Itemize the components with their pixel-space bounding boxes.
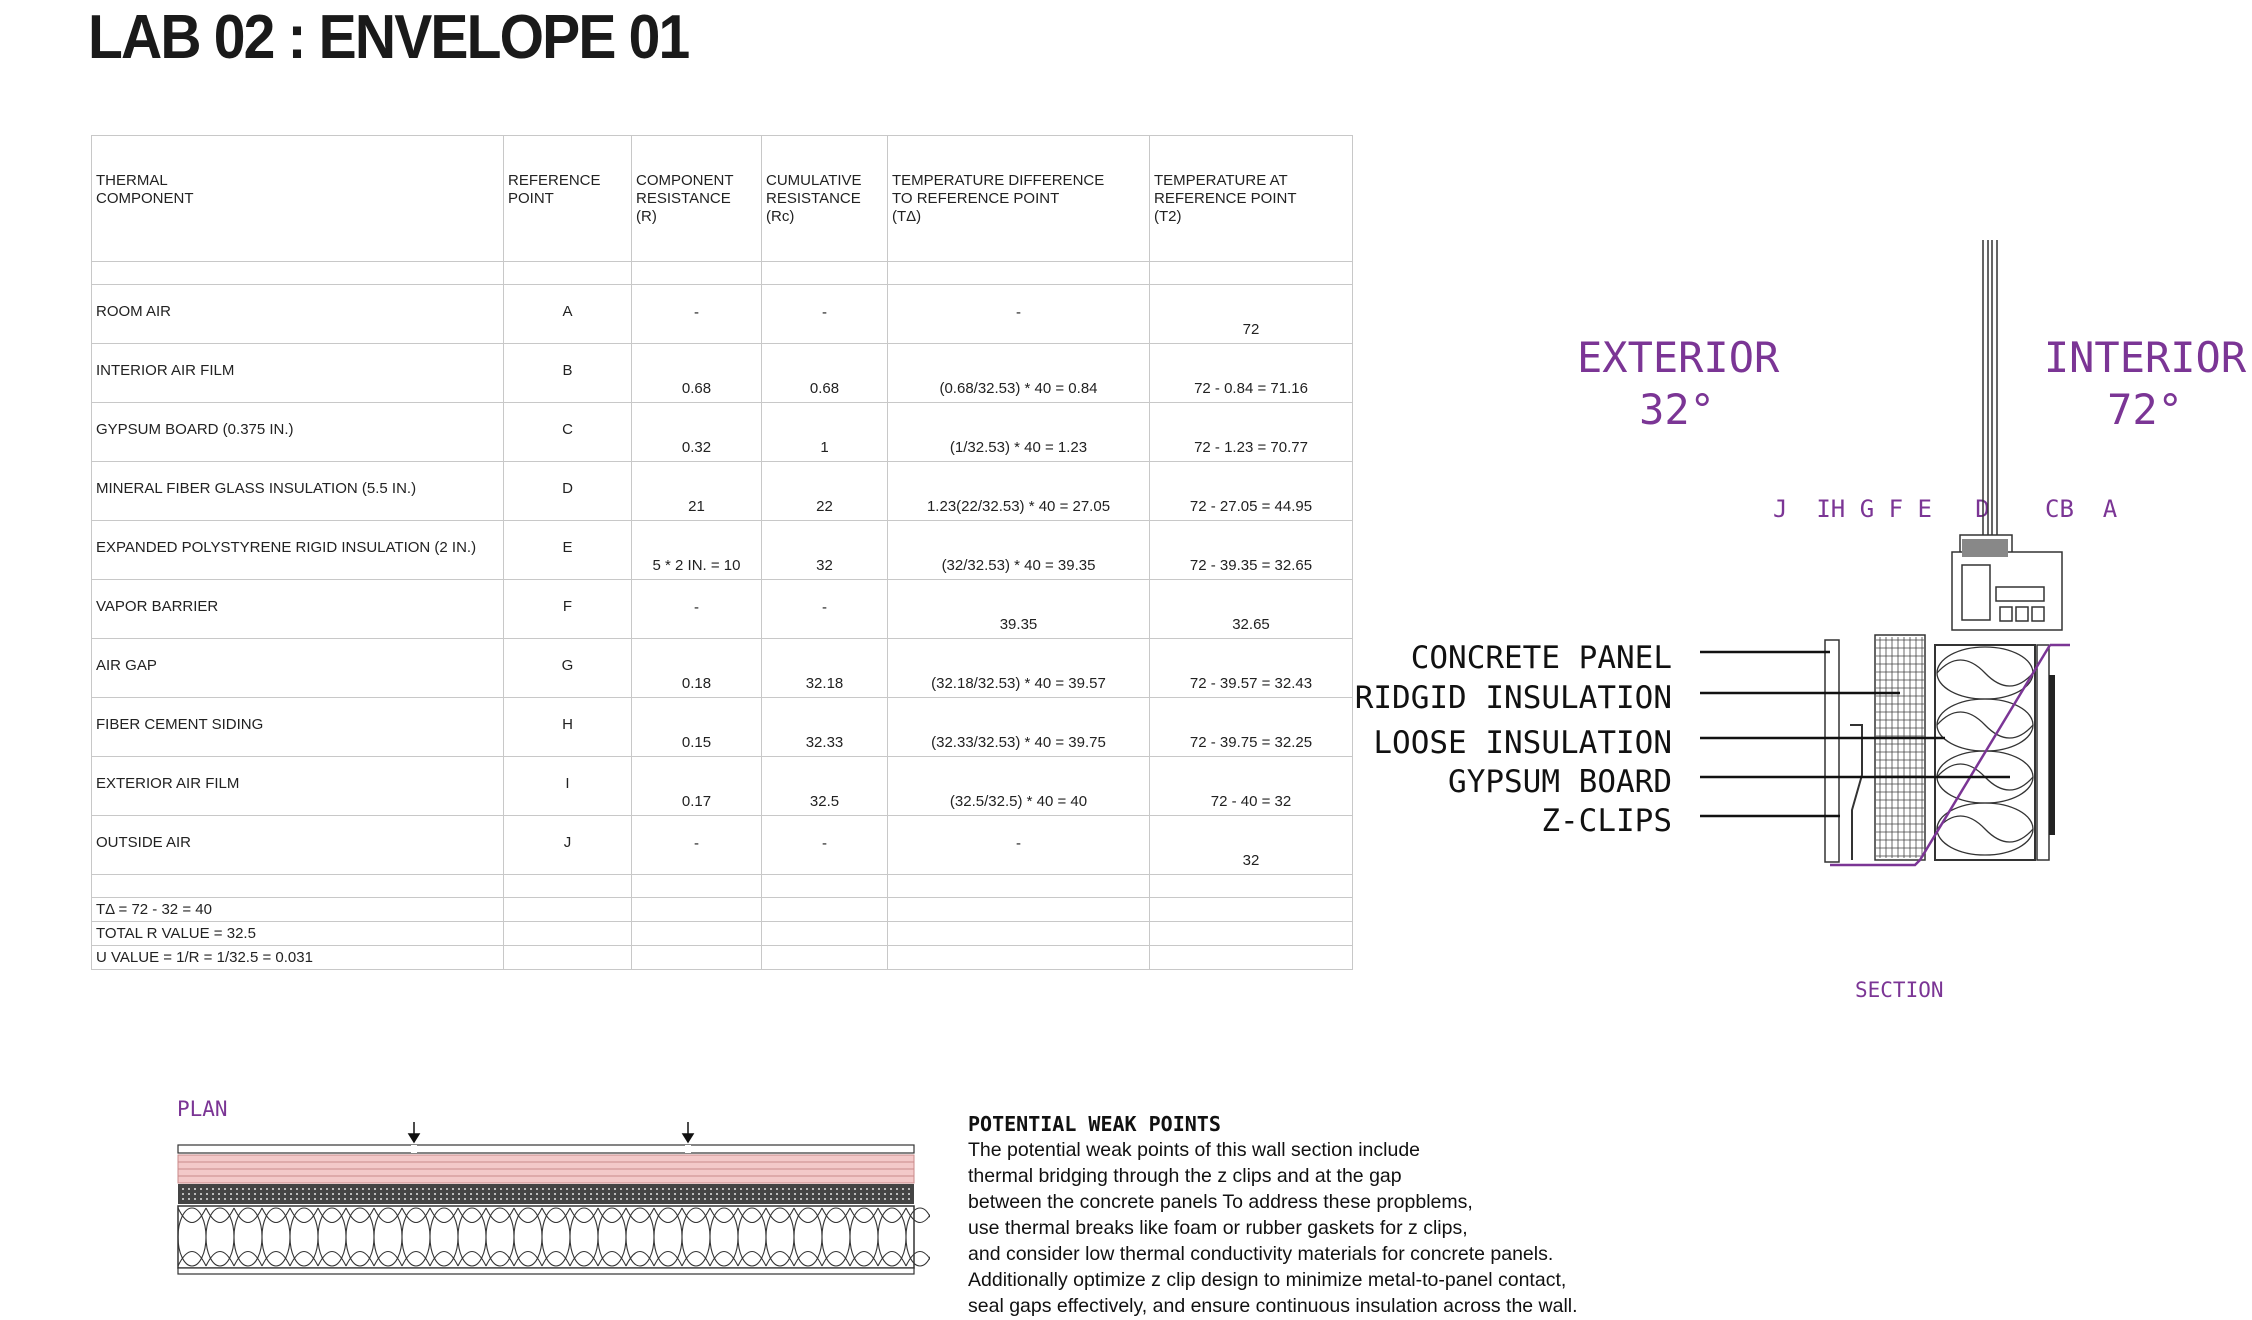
- cell-temp-diff: 1.23(22/32.53) * 40 = 27.05: [926, 498, 1111, 515]
- cell-component: AIR GAP: [96, 657, 157, 674]
- cell-resistance-cell: [632, 639, 762, 698]
- cell-temp: 72 - 39.57 = 32.43: [1189, 675, 1313, 692]
- callout-concrete-panel: CONCRETE PANEL: [1410, 640, 1672, 676]
- cell-reference: H: [562, 716, 573, 733]
- cell-component: MINERAL FIBER GLASS INSULATION (5.5 IN.): [96, 480, 417, 497]
- table-spacer-row: [92, 875, 1353, 898]
- header-cumulative-resistance: CUMULATIVE RESISTANCE (Rc): [762, 136, 888, 262]
- table-spacer-row: [92, 262, 1353, 285]
- cell-cumulative-cell: [762, 757, 888, 816]
- cell-reference: C: [562, 421, 573, 438]
- cell-resistance-cell: [632, 285, 762, 344]
- cell-cumulative: -: [822, 835, 827, 852]
- weak-points-line: between the concrete panels To address these propblems,: [968, 1191, 1473, 1213]
- cell-cumulative-cell: [762, 521, 888, 580]
- cell-resistance-cell: [632, 403, 762, 462]
- cell-cumulative: 32.5: [809, 793, 840, 810]
- table-row: [92, 816, 1353, 875]
- weak-points-line: and consider low thermal conductivity materials for concrete panels.: [968, 1243, 1554, 1265]
- callout-loose-insulation: LOOSE INSULATION: [1373, 725, 1672, 761]
- summary-row: [92, 922, 1353, 946]
- cell-temp-cell: [1150, 639, 1353, 698]
- cell-cumulative: 32.33: [805, 734, 844, 751]
- table-row: [92, 639, 1353, 698]
- cell-cumulative-cell: [762, 580, 888, 639]
- cell-cumulative-cell: [762, 403, 888, 462]
- thermal-table: [91, 135, 1353, 970]
- cell-reference: I: [565, 775, 570, 792]
- reference-points-left: J IH G F E D: [1773, 495, 1990, 523]
- cell-resistance: -: [694, 304, 699, 321]
- cell-cumulative: 1: [820, 439, 829, 456]
- table-row: [92, 580, 1353, 639]
- cell-temp-diff-cell: [888, 757, 1150, 816]
- cell-component-cell: [92, 757, 504, 816]
- cell-component: EXPANDED POLYSTYRENE RIGID INSULATION (2 IN.): [96, 539, 477, 556]
- cell-cumulative-cell: [762, 698, 888, 757]
- cell-reference: A: [562, 303, 573, 320]
- cell-temp-diff: (1/32.53) * 40 = 1.23: [949, 439, 1088, 456]
- weak-points-line: Additionally optimize z clip design to minimize metal-to-panel contact,: [968, 1269, 1567, 1291]
- callout-leaders: [1690, 620, 2010, 840]
- cell-reference: F: [562, 598, 573, 615]
- cell-resistance-cell: [632, 698, 762, 757]
- cell-component: VAPOR BARRIER: [96, 598, 219, 615]
- cell-component-cell: [92, 698, 504, 757]
- cell-temp-diff-cell: [888, 462, 1150, 521]
- cell-temp: 72: [1242, 321, 1260, 338]
- cell-cumulative-cell: [762, 285, 888, 344]
- weak-points-line: The potential weak points of this wall section include: [968, 1139, 1421, 1161]
- cell-cumulative: -: [822, 304, 827, 321]
- cell-reference-cell: [504, 757, 632, 816]
- cell-temp: 72 - 39.75 = 32.25: [1189, 734, 1313, 751]
- cell-temp-diff: 39.35: [999, 616, 1038, 633]
- callout-rigid-insulation: RIDGID INSULATION: [1354, 680, 1672, 716]
- cell-temp-cell: [1150, 698, 1353, 757]
- cell-reference: J: [563, 834, 572, 851]
- cell-component: FIBER CEMENT SIDING: [96, 716, 264, 733]
- cell-cumulative: 0.68: [809, 380, 840, 397]
- header-thermal-component: THERMAL COMPONENT: [92, 136, 504, 262]
- header-temperature-difference: TEMPERATURE DIFFERENCE TO REFERENCE POINT (TΔ): [888, 136, 1150, 262]
- summary-row: [92, 898, 1353, 922]
- cell-temp-diff-cell: [888, 344, 1150, 403]
- weak-points-text: [968, 1137, 1688, 1319]
- cell-reference-cell: [504, 462, 632, 521]
- table-header-row: [92, 136, 1353, 262]
- cell-resistance-cell: [632, 344, 762, 403]
- cell-temp-cell: [1150, 521, 1353, 580]
- cell-temp-diff: (32.5/32.5) * 40 = 40: [949, 793, 1088, 810]
- cell-resistance-cell: [632, 521, 762, 580]
- cell-temp-cell: [1150, 580, 1353, 639]
- cell-temp-diff: (32/32.53) * 40 = 39.35: [941, 557, 1096, 574]
- cell-temp-diff: -: [1016, 304, 1021, 321]
- table-row: [92, 344, 1353, 403]
- cell-cumulative: 22: [816, 498, 833, 515]
- cell-resistance: -: [694, 835, 699, 852]
- cell-component-cell: [92, 639, 504, 698]
- summary-text: TΔ = 72 - 32 = 40: [92, 898, 504, 922]
- cell-resistance: -: [694, 599, 699, 616]
- weak-points-line: seal gaps effectively, and ensure continuous insulation across the wall.: [968, 1295, 1578, 1317]
- cell-temp-cell: [1150, 816, 1353, 875]
- cell-temp-cell: [1150, 403, 1353, 462]
- cell-resistance-cell: [632, 580, 762, 639]
- header-temperature-at-point: TEMPERATURE AT REFERENCE POINT (T2): [1150, 136, 1353, 262]
- cell-temp-diff: -: [1016, 835, 1021, 852]
- cell-temp-diff: (32.18/32.53) * 40 = 39.57: [931, 675, 1106, 692]
- cell-component-cell: [92, 462, 504, 521]
- cell-cumulative: 32.18: [805, 675, 844, 692]
- cell-component: ROOM AIR: [96, 303, 172, 320]
- cell-temp-diff-cell: [888, 580, 1150, 639]
- cell-temp-diff-cell: [888, 639, 1150, 698]
- cell-temp-diff-cell: [888, 816, 1150, 875]
- cell-component: INTERIOR AIR FILM: [96, 362, 235, 379]
- cell-temp-diff: (32.33/32.53) * 40 = 39.75: [931, 734, 1106, 751]
- section-label: SECTION: [1855, 978, 1944, 1002]
- cell-temp: 72 - 0.84 = 71.16: [1194, 380, 1308, 397]
- weak-points-title: POTENTIAL WEAK POINTS: [968, 1112, 1221, 1136]
- cell-reference-cell: [504, 639, 632, 698]
- cell-temp: 72 - 40 = 32: [1210, 793, 1292, 810]
- cell-resistance: 0.15: [681, 734, 712, 751]
- cell-component: OUTSIDE AIR: [96, 834, 192, 851]
- cell-component-cell: [92, 521, 504, 580]
- weak-points-line: thermal bridging through the z clips and at the gap: [968, 1165, 1402, 1187]
- summary-text: U VALUE = 1/R = 1/32.5 = 0.031: [92, 946, 504, 970]
- cell-component-cell: [92, 580, 504, 639]
- cell-reference-cell: [504, 344, 632, 403]
- cell-reference-cell: [504, 816, 632, 875]
- cell-component: GYPSUM BOARD (0.375 IN.): [96, 421, 294, 438]
- cell-resistance: 5 * 2 IN. = 10: [652, 557, 741, 574]
- cell-temp-diff-cell: [888, 285, 1150, 344]
- cell-temp: 72 - 27.05 = 44.95: [1189, 498, 1313, 515]
- cell-cumulative-cell: [762, 462, 888, 521]
- cell-temp: 32: [1242, 852, 1260, 869]
- cell-resistance: 0.17: [681, 793, 712, 810]
- cell-reference: B: [562, 362, 573, 379]
- cell-component: EXTERIOR AIR FILM: [96, 775, 240, 792]
- cell-temp-cell: [1150, 462, 1353, 521]
- table-row: [92, 403, 1353, 462]
- table-row: [92, 462, 1353, 521]
- exterior-label: EXTERIOR 32°: [1577, 333, 1780, 434]
- cell-temp-cell: [1150, 344, 1353, 403]
- cell-component-cell: [92, 403, 504, 462]
- header-reference-point: REFERENCE POINT: [504, 136, 632, 262]
- cell-cumulative-cell: [762, 639, 888, 698]
- weak-points-line: use thermal breaks like foam or rubber gaskets for z clips,: [968, 1217, 1468, 1239]
- plan-drawing: [170, 1118, 930, 1278]
- cell-resistance-cell: [632, 757, 762, 816]
- interior-label: INTERIOR 72°: [2043, 333, 2247, 434]
- cell-resistance-cell: [632, 816, 762, 875]
- reference-points-right: CB A: [2045, 495, 2118, 523]
- cell-resistance: 0.18: [681, 675, 712, 692]
- cell-reference-cell: [504, 521, 632, 580]
- table-row: [92, 285, 1353, 344]
- cell-component-cell: [92, 285, 504, 344]
- page-title: LAB 02 : ENVELOPE 01: [88, 3, 689, 72]
- cell-resistance: 0.32: [681, 439, 712, 456]
- cell-reference-cell: [504, 580, 632, 639]
- table-row: [92, 521, 1353, 580]
- cell-temp-cell: [1150, 285, 1353, 344]
- cell-resistance: 0.68: [681, 380, 712, 397]
- cell-temp: 72 - 1.23 = 70.77: [1194, 439, 1308, 456]
- cell-temp-diff-cell: [888, 698, 1150, 757]
- cell-reference: E: [562, 539, 573, 556]
- cell-resistance: 21: [688, 498, 705, 515]
- cell-reference-cell: [504, 698, 632, 757]
- cell-cumulative-cell: [762, 344, 888, 403]
- cell-cumulative: -: [822, 599, 827, 616]
- cell-reference-cell: [504, 403, 632, 462]
- cell-temp-diff-cell: [888, 521, 1150, 580]
- cell-temp-diff-cell: [888, 403, 1150, 462]
- header-component-resistance: COMPONENT RESISTANCE (R): [632, 136, 762, 262]
- summary-text: TOTAL R VALUE = 32.5: [92, 922, 504, 946]
- cell-component-cell: [92, 344, 504, 403]
- cell-reference: G: [561, 657, 574, 674]
- summary-row: [92, 946, 1353, 970]
- cell-temp-diff: (0.68/32.53) * 40 = 0.84: [939, 380, 1098, 397]
- callout-gypsum-board: GYPSUM BOARD: [1448, 764, 1672, 800]
- callout-z-clips: Z-CLIPS: [1541, 803, 1672, 839]
- cell-resistance-cell: [632, 462, 762, 521]
- cell-cumulative: 32: [816, 557, 833, 574]
- cell-cumulative-cell: [762, 816, 888, 875]
- cell-reference-cell: [504, 285, 632, 344]
- cell-temp: 72 - 39.35 = 32.65: [1189, 557, 1313, 574]
- cell-temp: 32.65: [1232, 616, 1270, 633]
- cell-reference: D: [562, 480, 573, 497]
- plan-label: PLAN: [177, 1097, 228, 1121]
- cell-temp-cell: [1150, 757, 1353, 816]
- cell-component-cell: [92, 816, 504, 875]
- table-row: [92, 698, 1353, 757]
- table-row: [92, 757, 1353, 816]
